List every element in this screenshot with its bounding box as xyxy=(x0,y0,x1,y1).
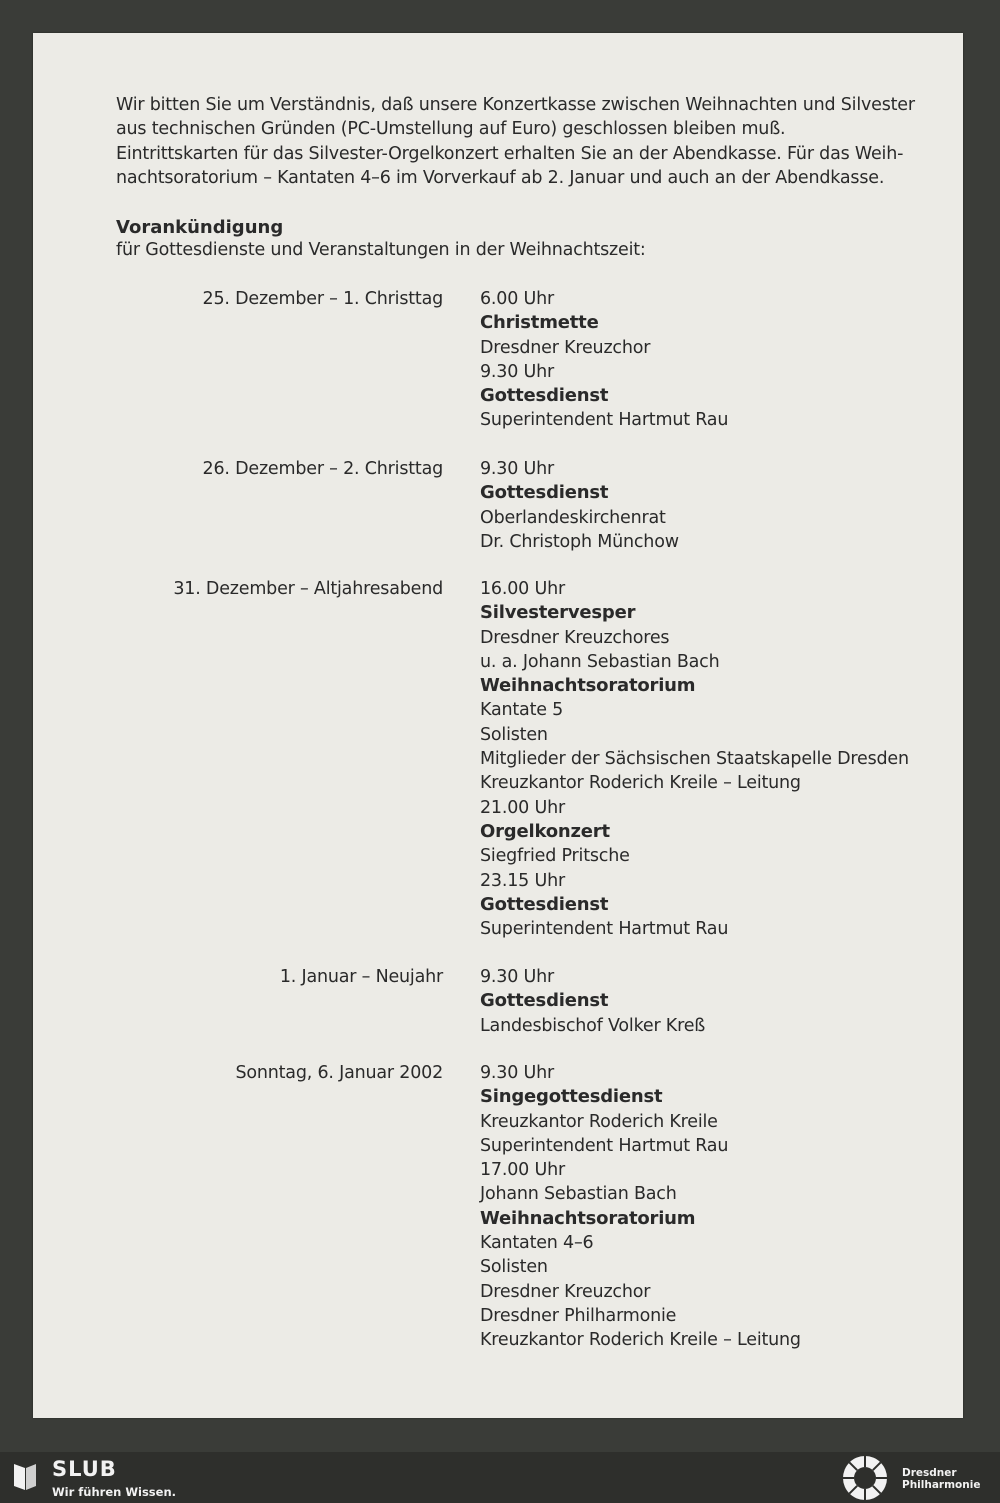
event-detail-line: Kreuzkantor Roderich Kreile xyxy=(480,1111,718,1132)
event-detail-line: 9.30 Uhr xyxy=(480,361,555,382)
event-detail-line: Johann Sebastian Bach xyxy=(480,1184,677,1205)
notice-line: nachtsoratorium – Kantaten 4–6 im Vorverkauf ab 2. Januar und auch an der Abendkasse. xyxy=(116,167,885,188)
event-date: 31. Dezember – Altjahresabend xyxy=(173,579,443,599)
notice-line: Eintrittskarten für das Silvester-Orgelkonzert erhalten Sie an der Abendkasse. Für das Weih- xyxy=(116,143,904,164)
event-detail-line: 9.30 Uhr xyxy=(480,1063,555,1083)
event-detail-line: 17.00 Uhr xyxy=(480,1160,565,1181)
program-page xyxy=(33,33,963,1418)
event-detail-line: Superintendent Hartmut Rau xyxy=(480,1135,729,1156)
event-title: Orgelkonzert xyxy=(480,820,610,842)
event-title: Gottesdienst xyxy=(480,385,609,407)
event-date: 25. Dezember – 1. Christtag xyxy=(202,289,443,309)
orchestra-name-line2: Philharmonie xyxy=(902,1479,981,1491)
event-detail-line: Siegfried Pritsche xyxy=(480,846,630,867)
announcement-subtitle: für Gottesdienste und Veranstaltungen in der Weihnachtszeit: xyxy=(116,240,646,260)
event-title: Gottesdienst xyxy=(480,893,609,915)
event-title: Weihnachtsoratorium xyxy=(480,1207,696,1229)
event-details xyxy=(480,965,955,1038)
orchestra-name-line1: Dresdner xyxy=(902,1467,957,1479)
notice-line: Wir bitten Sie um Verständnis, daß unsere Konzertkasse zwischen Weihnachten und Silvester xyxy=(116,95,915,115)
event-detail-line: 23.15 Uhr xyxy=(480,870,565,891)
event-title: Gottesdienst xyxy=(480,990,609,1012)
event-detail-line: Dresdner Kreuzchor xyxy=(480,337,651,358)
event-date: Sonntag, 6. Januar 2002 xyxy=(235,1063,443,1083)
event-detail-line: Oberlandeskirchenrat xyxy=(480,507,666,528)
orchestra-name xyxy=(902,1467,980,1491)
library-name: SLUB xyxy=(52,1457,117,1481)
event-detail-line: 21.00 Uhr xyxy=(480,797,565,818)
event-details xyxy=(480,1061,955,1353)
event-detail-line: Kreuzkantor Roderich Kreile – Leitung xyxy=(480,1330,801,1351)
event-details xyxy=(480,457,955,554)
event-details xyxy=(480,287,955,433)
event-detail-line: Kantaten 4–6 xyxy=(480,1233,594,1254)
event-detail-line: Dr. Christoph Münchow xyxy=(480,531,679,552)
event-details xyxy=(480,577,955,941)
event-detail-line: Dresdner Kreuzchores xyxy=(480,627,670,648)
dresdner-philharmonie-logo xyxy=(842,1455,888,1501)
event-detail-line: 6.00 Uhr xyxy=(480,289,555,309)
event-title: Christmette xyxy=(480,312,599,334)
event-detail-line: u. a. Johann Sebastian Bach xyxy=(480,651,720,672)
event-date: 26. Dezember – 2. Christtag xyxy=(202,459,443,479)
event-title: Silvestervesper xyxy=(480,602,636,624)
event-detail-line: 9.30 Uhr xyxy=(480,459,555,479)
event-date: 1. Januar – Neujahr xyxy=(279,967,443,987)
event-detail-line: Kreuzkantor Roderich Kreile – Leitung xyxy=(480,773,801,794)
event-detail-line: Solisten xyxy=(480,1257,548,1278)
event-detail-line: Dresdner Philharmonie xyxy=(480,1305,677,1326)
notice-line: aus technischen Gründen (PC-Umstellung auf Euro) geschlossen bleiben muß. xyxy=(116,119,786,140)
slub-book-icon xyxy=(12,1460,38,1492)
library-tagline: Wir führen Wissen. xyxy=(52,1485,177,1499)
event-detail-line: Landesbischof Volker Kreß xyxy=(480,1015,706,1036)
footer-bar xyxy=(0,1452,1000,1503)
event-detail-line: Superintendent Hartmut Rau xyxy=(480,919,729,940)
event-detail-line: 9.30 Uhr xyxy=(480,967,555,987)
event-detail-line: Solisten xyxy=(480,724,548,745)
event-detail-line: 16.00 Uhr xyxy=(480,579,565,599)
announcement-title: Vorankündigung xyxy=(116,217,284,238)
event-detail-line: Mitglieder der Sächsischen Staatskapelle Dresden xyxy=(480,749,909,770)
event-title: Singegottesdienst xyxy=(480,1086,663,1108)
event-title: Gottesdienst xyxy=(480,482,609,504)
event-detail-line: Superintendent Hartmut Rau xyxy=(480,410,729,431)
box-office-notice xyxy=(116,93,916,190)
event-detail-line: Kantate 5 xyxy=(480,700,564,721)
event-detail-line: Dresdner Kreuzchor xyxy=(480,1281,651,1302)
event-title: Weihnachtsoratorium xyxy=(480,675,696,697)
